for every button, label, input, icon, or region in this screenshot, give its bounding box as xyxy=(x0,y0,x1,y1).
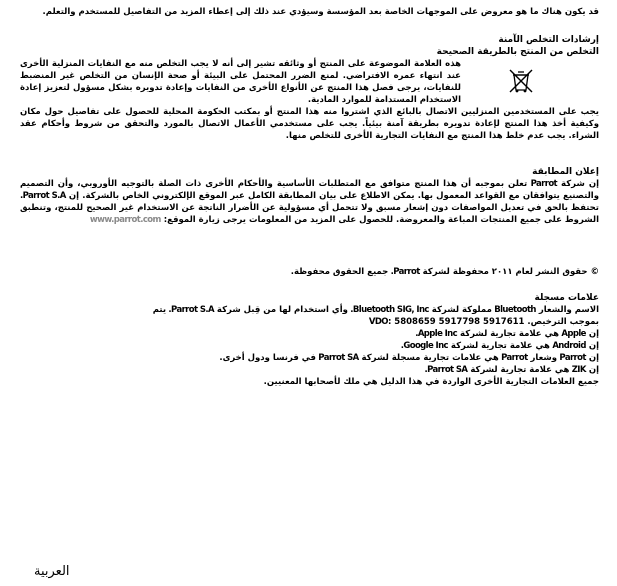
trademark-line: إن Android هي علامة تجارية لشركة Google Inc. xyxy=(400,341,599,351)
trademarks-title: علامات مسجلة xyxy=(534,293,599,303)
trademark-line: إن ZIK هي علامة تجارية لشركة Parrot SA. xyxy=(424,365,599,375)
declaration-text: إن شركة Parrot تعلن بموجبه أن هذا المنتج متوافق مع المتطلبات الأساسية والأحكام الأخرى ذات الصلة بالتوجيه الأوروبي، وأن التصميم والتصنيع يتوافقان مع القواعد المعمول بها. يمكن الاطلاع على بيان المطابقة الكامل عبر الموقع الإلكتروني الخاص بالشركة. إن Parrot S.A. تحتفظ بالحق في تعديل المواصفات دون إشعار مسبق ولا تتحمل أي مسؤولية عن الأضرار الناتجة عن الاستخدام غير الصحيح للمنتج، وتنطبق الشروط على جميع المنتجات المباعة والمعروضة. للحصول على المزيد من المعلومات يرجى زيارة الموقع: xyxy=(20,179,599,225)
disposal-subtitle: التخلص من المنتج بالطريقة الصحيحة xyxy=(436,47,599,57)
declaration-paragraph xyxy=(20,178,599,226)
declaration-title: إعلان المطابقة xyxy=(532,167,599,177)
trademarks-section xyxy=(20,292,599,388)
copyright-notice: © حقوق النشر لعام ٢٠١١ محفوظة لشركة Parrot. جميع الحقوق محفوظة. xyxy=(290,267,599,277)
trademark-line: إن Apple هي علامة تجارية لشركة Apple Inc. xyxy=(415,329,599,339)
trademark-line: جميع العلامات التجارية الأخرى الواردة في هذا الدليل هي ملك لأصحابها المعنيين. xyxy=(263,377,599,387)
disposal-title: إرشادات التخلص الآمنة xyxy=(498,35,599,45)
language-label: العربية xyxy=(34,564,70,579)
disposal-section xyxy=(20,34,599,142)
intro-paragraph: قد يكون هناك ما هو معروض على الموجهات الخاصة بعد المؤسسة وسيؤدي عند ذلك إلى إعطاء المزيد من التفاصيل للمستخدم والتعلم. xyxy=(42,7,599,17)
trademark-line: بموجب الترخيص. 5917611 5917798 5808659 :VDO xyxy=(368,317,599,327)
trademark-line: إن Parrot وشعار Parrot هي علامات تجارية مسجلة لشركة Parrot SA في فرنسا ودول أخرى. xyxy=(219,353,599,363)
trademark-line: الاسم والشعار Bluetooth مملوكة لشركة Bluetooth SIG, Inc. وأي استخدام لها من قِبل شركة Parrot S.A. يتم xyxy=(152,305,599,315)
website-link[interactable]: www.parrot.com xyxy=(89,215,161,225)
disposal-text-indented: هذه العلامة الموضوعة على المنتج أو وثائقه تشير إلى أنه لا يجب التخلص منه مع النفايات المنزلية الأخرى عند انتهاء عمره الافتراضي. لمنع الضرر المحتمل على البيئة أو صحة الإنسان من التخلص غير المنضبط للنفايات، يرجى فصل هذا المنتج عن الأنواع الأخرى من النفايات وإعادة تدويره بشكل مسؤول لتعزيز إعادة الاستخدام المستدامة للموارد المادية. xyxy=(20,59,461,105)
declaration-section xyxy=(20,166,599,226)
disposal-text-full: يجب على المستخدمين المنزليين الاتصال بالبائع الذي اشتروا منه هذا المنتج أو بمكتب الحكومة المحلية للحصول على تفاصيل حول مكان وكيفية أخذ هذا المنتج لإعادة تدويره بطريقة آمنة بيئياً. يجب على مستخدمي الأعمال الاتصال بالمورد والتحقق من شروط وأحكام عقد الشراء. يجب عدم خلط هذا المنتج مع النفايات التجارية الأخرى للتخلص منها. xyxy=(20,107,599,141)
